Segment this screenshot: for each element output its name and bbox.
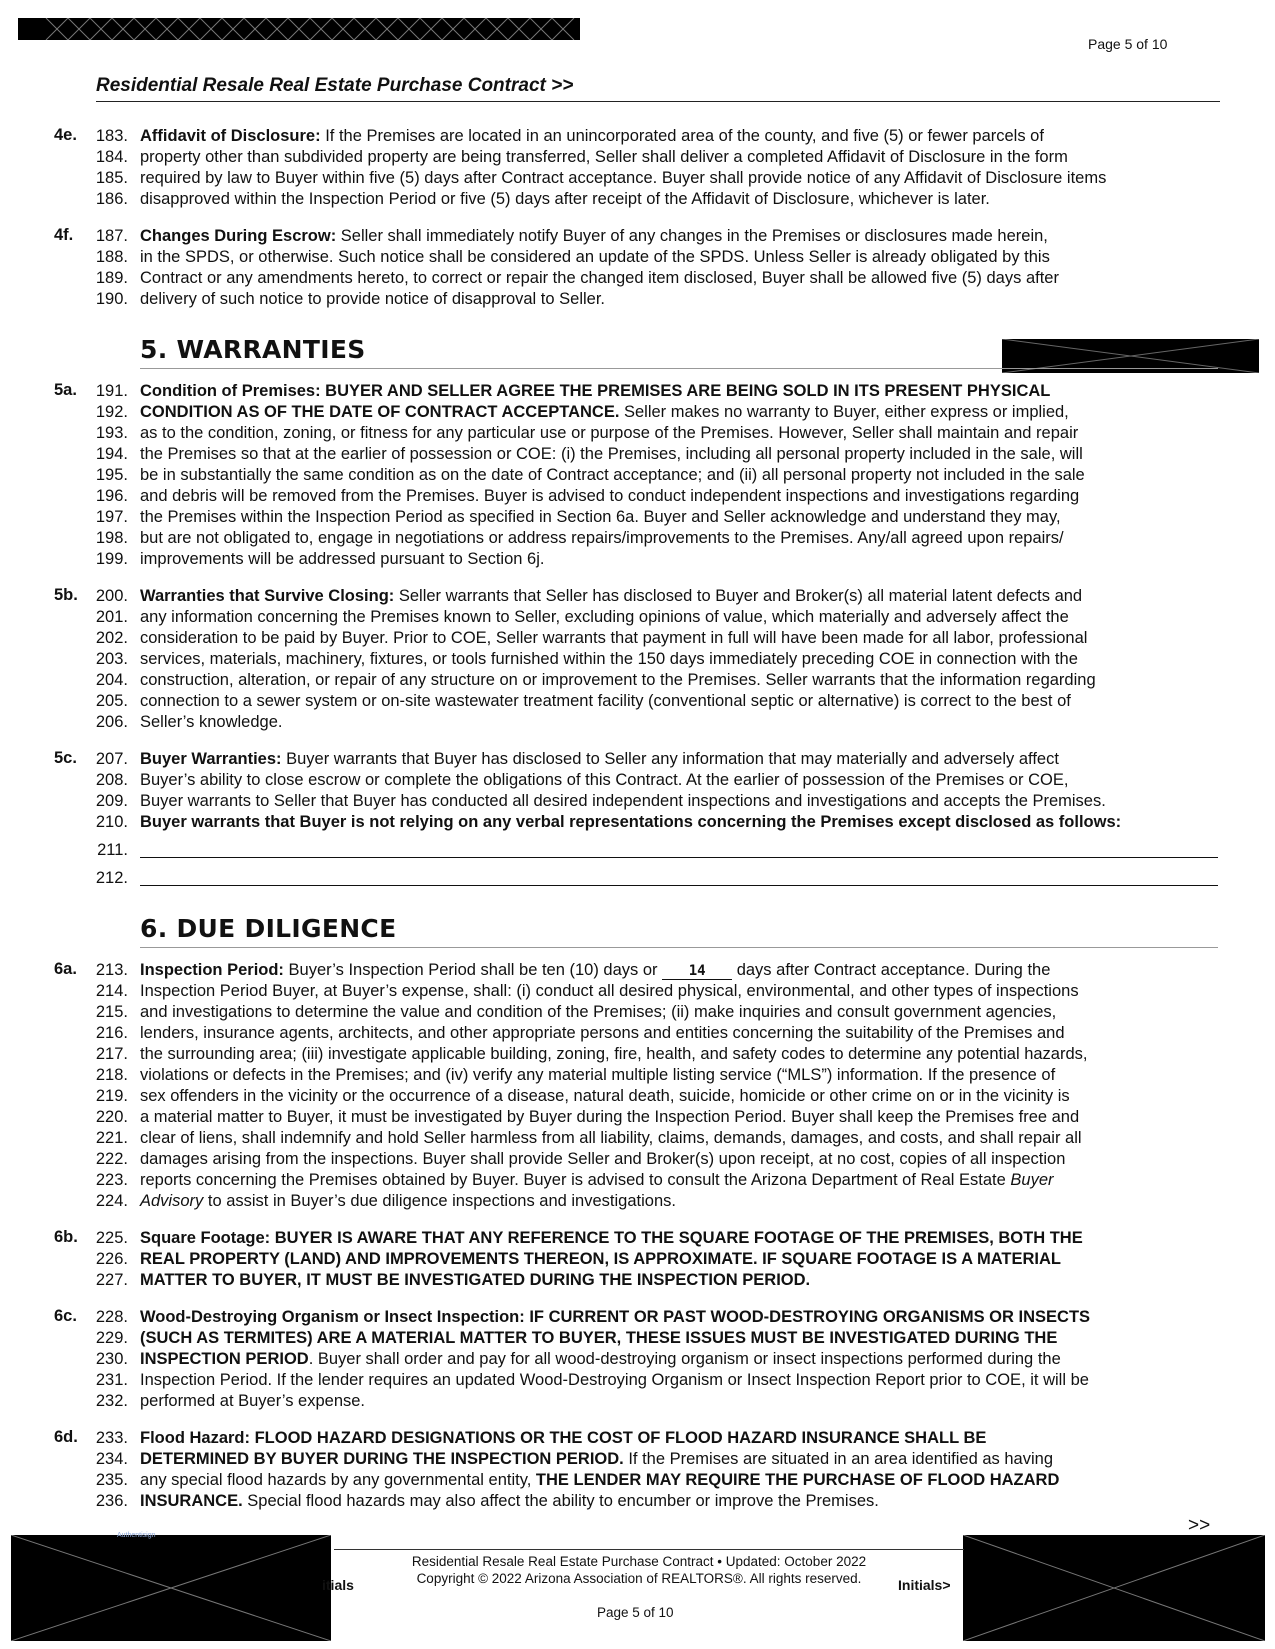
text-line	[0, 147, 1275, 168]
line-number: 200.	[95, 587, 128, 605]
text-run: any special flood hazards by any governmental entity,	[140, 1471, 536, 1489]
line-number: 212.	[95, 869, 128, 887]
text-run: and debris will be removed from the Premises. Buyer is advised to conduct independent inspections and investigations regarding	[140, 487, 1080, 505]
line-number: 232.	[95, 1392, 128, 1410]
redacted-initials-right	[963, 1535, 1265, 1641]
line-number: 228.	[95, 1308, 128, 1326]
text-run: Buyer Warranties:	[140, 750, 282, 768]
text-line	[0, 1470, 1275, 1491]
text-run: Wood-Destroying Organism or Insect Inspection: IF CURRENT OR PAST WOOD-DESTROYING ORGANISMS OR INSECTS	[140, 1308, 1091, 1326]
text-line	[0, 1065, 1275, 1086]
text-run: THE LENDER MAY REQUIRE THE PURCHASE OF FLOOD HAZARD	[535, 1471, 1060, 1489]
line-text	[140, 126, 1044, 147]
line-number: 191.	[95, 382, 128, 400]
text-line	[0, 1086, 1275, 1107]
line-number: 219.	[95, 1087, 128, 1105]
line-text	[140, 712, 282, 733]
text-line	[0, 1044, 1275, 1065]
text-run: any information concerning the Premises known to Seller, excluding opinions of value, which materially and adversely affect the	[140, 608, 1069, 626]
clause-6b	[0, 1228, 1275, 1291]
text-line	[0, 1228, 1275, 1249]
text-line	[0, 1270, 1275, 1291]
clause-5c	[0, 749, 1275, 889]
footer-divider	[334, 1549, 964, 1550]
text-run: the Premises so that at the earlier of possession or COE: (i) the Premises, including all personal property included in the sale, will	[140, 445, 1083, 463]
text-line	[0, 1023, 1275, 1044]
line-text	[140, 1128, 1082, 1149]
line-text	[140, 423, 1078, 444]
text-run: Inspection Period Buyer, at Buyer’s expense, shall: (i) conduct all desired physical, environmental, and other types of inspections	[140, 982, 1079, 1000]
text-line	[0, 226, 1275, 247]
line-number: 231.	[95, 1371, 128, 1389]
text-run: damages arising from the inspections. Buyer shall provide Seller and Broker(s) upon receipt, at no cost, copies of all inspection	[140, 1150, 1066, 1168]
line-text	[140, 1428, 986, 1449]
line-text	[140, 507, 1061, 528]
text-run: Seller warrants that Seller has disclosed to Buyer and Broker(s) all material latent defects and	[394, 587, 1083, 605]
text-line	[0, 1491, 1275, 1512]
text-run: lenders, insurance agents, architects, and other appropriate persons and entities concerning the suitability of the Premises and	[140, 1024, 1065, 1042]
text-run: required by law to Buyer within five (5) days after Contract acceptance. Buyer shall provide notice of any Affidavit of Disclosure items	[140, 169, 1107, 187]
text-line	[0, 381, 1275, 402]
text-run: Warranties that Survive Closing:	[140, 587, 395, 605]
line-text	[140, 247, 1050, 268]
line-number: 230.	[95, 1350, 128, 1368]
form-title: Residential Resale Real Estate Purchase Contract >>	[96, 75, 1220, 102]
clause-label: 6c.	[54, 1307, 77, 1325]
contract-body	[0, 126, 1275, 1528]
clause-label: 5c.	[54, 749, 77, 767]
footer-page-number: Page 5 of 10	[597, 1605, 674, 1620]
inspection-days-field[interactable]: 14	[662, 963, 732, 980]
line-text	[140, 1065, 1055, 1086]
line-number: 220.	[95, 1108, 128, 1126]
text-run: If the Premises are situated in an area identified as having	[623, 1450, 1053, 1468]
text-line	[0, 1128, 1275, 1149]
initials-right-label: Initials>	[898, 1577, 951, 1593]
line-number: 197.	[95, 508, 128, 526]
line-text	[140, 486, 1079, 507]
line-number: 224.	[95, 1192, 128, 1210]
redacted-header-block	[18, 18, 580, 40]
line-number: 198.	[95, 529, 128, 547]
clause-6d	[0, 1428, 1275, 1512]
footer-line2: Copyright © 2022 Arizona Association of REALTORS®. All rights reserved.	[416, 1571, 862, 1586]
clause-label: 4f.	[54, 226, 74, 244]
clause-5a	[0, 381, 1275, 570]
section-heading	[140, 905, 1218, 948]
line-number: 223.	[95, 1171, 128, 1189]
text-run: delivery of such notice to provide notice of disapproval to Seller.	[140, 290, 606, 308]
line-number: 218.	[95, 1066, 128, 1084]
blank-rule[interactable]	[140, 857, 1218, 858]
line-text	[140, 1228, 1083, 1249]
line-number: 209.	[95, 792, 128, 810]
line-text	[140, 1349, 1061, 1370]
line-number: 229.	[95, 1329, 128, 1347]
line-text	[140, 1249, 1061, 1270]
text-run: Square Footage: BUYER IS AWARE THAT ANY REFERENCE TO THE SQUARE FOOTAGE OF THE PREMISES, BOTH THE	[140, 1229, 1083, 1247]
clause-label: 6b.	[54, 1228, 78, 1246]
text-run: the surrounding area; (iii) investigate applicable building, zoning, fire, health, and safety codes to determine any potential hazards,	[140, 1045, 1088, 1063]
text-line	[0, 289, 1275, 310]
line-text	[140, 1307, 1090, 1328]
line-number: 195.	[95, 466, 128, 484]
line-text	[140, 1023, 1065, 1044]
text-run: and investigations to determine the value and condition of the Premises; (ii) make inquiries and consult government agencies,	[140, 1003, 1057, 1021]
line-text	[140, 168, 1106, 189]
text-run: in the SPDS, or otherwise. Such notice shall be considered an update of the SPDS. Unless Seller is already obligated by this	[140, 248, 1050, 266]
text-line	[0, 812, 1275, 833]
text-run: disapproved within the Inspection Period or five (5) days after receipt of the Affidavit of Disclosure, whichever is later.	[140, 190, 990, 208]
line-text	[140, 1391, 365, 1412]
line-number: 227.	[95, 1271, 128, 1289]
clause-label: 4e.	[54, 126, 77, 144]
text-line	[0, 960, 1275, 981]
text-run: Affidavit of Disclosure:	[140, 127, 321, 145]
line-text	[140, 1044, 1088, 1065]
line-number: 217.	[95, 1045, 128, 1063]
clause-label: 5b.	[54, 586, 78, 604]
line-text	[140, 628, 1087, 649]
text-line	[0, 791, 1275, 812]
text-run: consideration to be paid by Buyer. Prior to COE, Seller warrants that payment in full will have been made for all labor, professional	[140, 629, 1088, 647]
text-line	[0, 168, 1275, 189]
line-text	[140, 1191, 676, 1212]
text-run: Special flood hazards may also affect the ability to encumber or improve the Premises.	[242, 1492, 879, 1510]
text-run: Buyer warrants that Buyer has disclosed to Seller any information that may materially and adversely affect	[281, 750, 1059, 768]
line-number: 203.	[95, 650, 128, 668]
text-line	[0, 670, 1275, 691]
line-text	[140, 1149, 1065, 1170]
line-text	[140, 1470, 1059, 1491]
page-indicator: Page 5 of 10	[1088, 36, 1168, 52]
initials-left-label: itials	[322, 1577, 354, 1593]
section-heading	[140, 326, 1218, 369]
line-number: 186.	[95, 190, 128, 208]
line-text	[140, 189, 990, 210]
line-number: 208.	[95, 771, 128, 789]
line-number: 204.	[95, 671, 128, 689]
line-text	[140, 1370, 1089, 1391]
text-line	[0, 1391, 1275, 1412]
blank-fill-line[interactable]	[0, 861, 1275, 889]
text-run: violations or defects in the Premises; and (iv) verify any material multiple listing service (“MLS”) information. If the presence of	[140, 1066, 1056, 1084]
text-line	[0, 1428, 1275, 1449]
line-number: 193.	[95, 424, 128, 442]
text-run: Condition of Premises: BUYER AND SELLER AGREE THE PREMISES ARE BEING SOLD IN ITS PRESENT PHYSICAL	[140, 382, 1051, 400]
text-run: Buyer warrants that Buyer is not relying on any verbal representations concerning the Premises except disclosed as follows:	[140, 813, 1122, 831]
line-text	[140, 812, 1121, 833]
line-text	[140, 465, 1085, 486]
line-number: 233.	[95, 1429, 128, 1447]
line-text	[140, 981, 1079, 1002]
text-line	[0, 691, 1275, 712]
line-number: 192.	[95, 403, 128, 421]
text-line	[0, 1149, 1275, 1170]
text-run: REAL PROPERTY (LAND) AND IMPROVEMENTS THEREON, IS APPROXIMATE. IF SQUARE FOOTAGE IS A MATERIAL	[140, 1250, 1061, 1268]
text-run: Flood Hazard: FLOOD HAZARD DESIGNATIONS OR THE COST OF FLOOD HAZARD INSURANCE SHALL BE	[140, 1429, 987, 1447]
text-run: but are not obligated to, engage in negotiations or address repairs/improvements to the Premises. Any/all agreed upon repairs/	[140, 529, 1064, 547]
text-line	[0, 444, 1275, 465]
line-text	[140, 1328, 1057, 1349]
continue-marker: >>	[1188, 1515, 1211, 1536]
line-text	[140, 402, 1069, 423]
text-run: the Premises within the Inspection Period as specified in Section 6a. Buyer and Seller acknowledge and understand they may,	[140, 508, 1061, 526]
line-text	[140, 791, 1106, 812]
blank-rule[interactable]	[140, 885, 1218, 886]
line-text	[140, 147, 1068, 168]
section-heading-text: 5. WARRANTIES	[140, 335, 366, 364]
text-line	[0, 247, 1275, 268]
text-run: improvements will be addressed pursuant to Section 6j.	[140, 550, 545, 568]
line-number: 184.	[95, 148, 128, 166]
text-run: property other than subdivided property are being transferred, Seller shall deliver a completed Affidavit of Disclosure in the form	[140, 148, 1068, 166]
clause-6c	[0, 1307, 1275, 1412]
line-number: 225.	[95, 1229, 128, 1247]
line-number: 187.	[95, 227, 128, 245]
line-text	[140, 1086, 1070, 1107]
text-run: Inspection Period:	[140, 961, 284, 979]
clause-label: 5a.	[54, 381, 77, 399]
text-line	[0, 507, 1275, 528]
text-run: reports concerning the Premises obtained by Buyer. Buyer is advised to consult the Arizona Department of Real Estate	[140, 1171, 1011, 1189]
line-text	[140, 960, 1050, 981]
line-number: 205.	[95, 692, 128, 710]
line-text	[140, 607, 1069, 628]
text-line	[0, 1349, 1275, 1370]
text-run: a material matter to Buyer, it must be investigated by Buyer during the Inspection Period. Buyer shall keep the Premises free and	[140, 1108, 1080, 1126]
text-line	[0, 402, 1275, 423]
line-text	[140, 1491, 879, 1512]
line-text	[140, 549, 544, 570]
line-text	[140, 226, 1048, 247]
text-line	[0, 749, 1275, 770]
clause-6a	[0, 960, 1275, 1212]
text-run: MATTER TO BUYER, IT MUST BE INVESTIGATED DURING THE INSPECTION PERIOD.	[140, 1271, 811, 1289]
line-text	[140, 381, 1050, 402]
line-text	[140, 1002, 1056, 1023]
text-run: Seller’s knowledge.	[140, 713, 283, 731]
line-text	[140, 649, 1078, 670]
text-line	[0, 649, 1275, 670]
text-run: performed at Buyer’s expense.	[140, 1392, 366, 1410]
text-run: Inspection Period. If the lender requires an updated Wood-Destroying Organism or Insect Inspection Report prior to COE, it will be	[140, 1371, 1089, 1389]
line-number: 222.	[95, 1150, 128, 1168]
text-run: DETERMINED BY BUYER DURING THE INSPECTION PERIOD.	[140, 1450, 624, 1468]
text-run: be in substantially the same condition as on the date of Contract acceptance; and (ii) all personal property not included in the sale	[140, 466, 1085, 484]
text-run: . Buyer shall order and pay for all wood-destroying organism or insect inspections performed during the	[308, 1350, 1061, 1368]
text-run: CONDITION AS OF THE DATE OF CONTRACT ACCEPTANCE.	[140, 403, 620, 421]
line-number: 201.	[95, 608, 128, 626]
line-text	[140, 528, 1064, 549]
text-line	[0, 586, 1275, 607]
clause-5b	[0, 586, 1275, 733]
line-text	[140, 1107, 1079, 1128]
redacted-initials-left	[11, 1535, 331, 1641]
text-line	[0, 268, 1275, 289]
text-run: days after Contract acceptance. During the	[732, 961, 1051, 979]
text-run: Contract or any amendments hereto, to correct or repair the changed item disclosed, Buyer shall be allowed five (5) days after	[140, 269, 1059, 287]
line-number: 189.	[95, 269, 128, 287]
line-number: 188.	[95, 248, 128, 266]
blank-fill-line[interactable]	[0, 833, 1275, 861]
line-text	[140, 749, 1059, 770]
text-run: Changes During Escrow:	[140, 227, 337, 245]
clause-4f	[0, 226, 1275, 310]
text-run: Seller makes no warranty to Buyer, either express or implied,	[619, 403, 1069, 421]
line-number: 215.	[95, 1003, 128, 1021]
section-heading-text: 6. DUE DILIGENCE	[140, 914, 397, 943]
clause-4e	[0, 126, 1275, 210]
text-line	[0, 1307, 1275, 1328]
footer-line1: Residential Resale Real Estate Purchase Contract • Updated: October 2022	[411, 1554, 867, 1569]
line-number: 190.	[95, 290, 128, 308]
authentisign-mark: Authentisign	[117, 1532, 156, 1539]
text-run: clear of liens, shall indemnify and hold Seller harmless from all liability, claims, demands, damages, and costs, and shall repair all	[140, 1129, 1082, 1147]
text-line	[0, 628, 1275, 649]
line-number: 226.	[95, 1250, 128, 1268]
text-run: Seller shall immediately notify Buyer of any changes in the Premises or disclosures made herein,	[336, 227, 1048, 245]
line-text	[140, 670, 1096, 691]
line-text	[140, 289, 605, 310]
line-text	[140, 691, 1071, 712]
text-line	[0, 528, 1275, 549]
text-line	[0, 607, 1275, 628]
text-line	[0, 486, 1275, 507]
text-line	[0, 1191, 1275, 1212]
text-line	[0, 1328, 1275, 1349]
text-line	[0, 1249, 1275, 1270]
line-number: 216.	[95, 1024, 128, 1042]
line-number: 236.	[95, 1492, 128, 1510]
line-number: 235.	[95, 1471, 128, 1489]
text-run: INSURANCE.	[140, 1492, 243, 1510]
text-line	[0, 981, 1275, 1002]
text-run: INSPECTION PERIOD	[140, 1350, 309, 1368]
line-number: 202.	[95, 629, 128, 647]
line-number: 214.	[95, 982, 128, 1000]
line-text	[140, 268, 1059, 289]
line-number: 206.	[95, 713, 128, 731]
line-number: 183.	[95, 127, 128, 145]
line-text	[140, 444, 1083, 465]
text-run: to assist in Buyer’s due diligence inspections and investigations.	[203, 1192, 676, 1210]
text-line	[0, 712, 1275, 733]
text-line	[0, 1449, 1275, 1470]
text-line	[0, 1370, 1275, 1391]
line-text	[140, 1449, 1053, 1470]
line-number: 194.	[95, 445, 128, 463]
text-line	[0, 549, 1275, 570]
text-run: Buyer	[1010, 1171, 1054, 1189]
line-number: 207.	[95, 750, 128, 768]
text-run: Advisory	[140, 1192, 204, 1210]
line-number: 210.	[95, 813, 128, 831]
text-line	[0, 1002, 1275, 1023]
text-run: Buyer’s Inspection Period shall be ten (10) days or	[283, 961, 663, 979]
clause-label: 6a.	[54, 960, 77, 978]
text-run: construction, alteration, or repair of any structure on or improvement to the Premises. Seller warrants that the information regarding	[140, 671, 1096, 689]
line-number: 213.	[95, 961, 128, 979]
text-run: sex offenders in the vicinity or the occurrence of a disease, natural death, suicide, homicide or other crime on or in the vicinity is	[140, 1087, 1070, 1105]
text-line	[0, 126, 1275, 147]
line-text	[140, 1170, 1054, 1191]
text-line	[0, 1107, 1275, 1128]
line-number: 221.	[95, 1129, 128, 1147]
text-run: (SUCH AS TERMITES) ARE A MATERIAL MATTER TO BUYER, THESE ISSUES MUST BE INVESTIGATED DURING THE	[140, 1329, 1058, 1347]
text-run: Buyer’s ability to close escrow or complete the obligations of this Contract. At the earlier of possession of the Premises or COE,	[140, 771, 1069, 789]
text-run: Buyer warrants to Seller that Buyer has conducted all desired independent inspections and investigations and accepts the Premises.	[140, 792, 1106, 810]
text-run: If the Premises are located in an unincorporated area of the county, and five (5) or fewer parcels of	[320, 127, 1044, 145]
line-text	[140, 586, 1082, 607]
line-number: 185.	[95, 169, 128, 187]
text-line	[0, 423, 1275, 444]
line-number: 234.	[95, 1450, 128, 1468]
text-line	[0, 465, 1275, 486]
text-line	[0, 770, 1275, 791]
text-run: connection to a sewer system or on-site wastewater treatment facility (conventional septic or alternative) is correct to the best of	[140, 692, 1071, 710]
text-run: as to the condition, zoning, or fitness for any particular use or purpose of the Premises. However, Seller shall maintain and repair	[140, 424, 1079, 442]
text-run: services, materials, machinery, fixtures, or tools furnished within the 150 days immediately preceding COE in connection with the	[140, 650, 1078, 668]
text-line	[0, 1170, 1275, 1191]
footer-text	[334, 1553, 944, 1587]
line-text	[140, 1270, 810, 1291]
line-text	[140, 770, 1068, 791]
text-line	[0, 189, 1275, 210]
line-number: 199.	[95, 550, 128, 568]
clause-label: 6d.	[54, 1428, 78, 1446]
line-number: 211.	[97, 841, 128, 859]
line-number: 196.	[95, 487, 128, 505]
